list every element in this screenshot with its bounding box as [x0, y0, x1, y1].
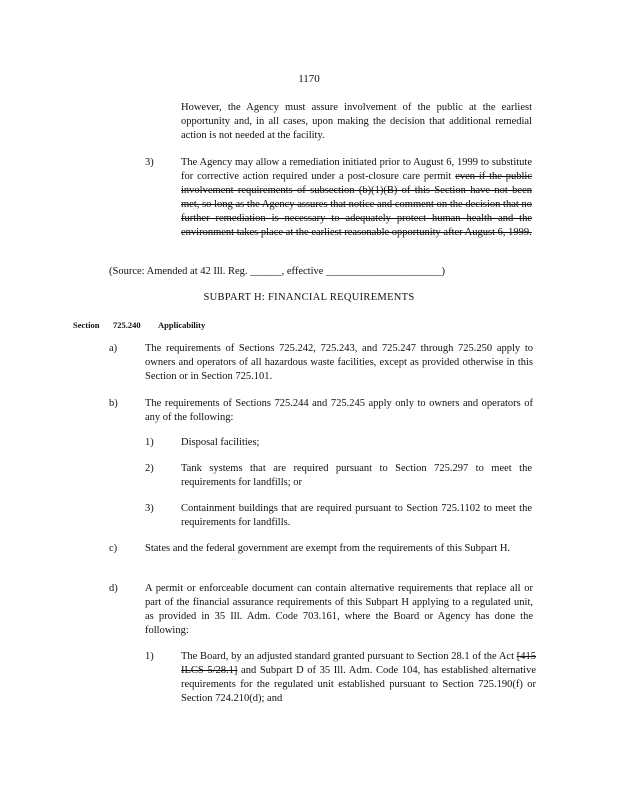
intro-paragraph: However, the Agency must assure involvement of the public at the earliest opportunity and, in all cases, upon making the decision that additional remedial action is not needed at the facility.	[181, 102, 532, 141]
item-d1-label: 1)	[145, 651, 154, 662]
source-note: (Source: Amended at 42 Ill. Reg. ______, effective ______________________)	[109, 266, 446, 277]
item-d1-text-part-a: The Board, by an adjusted standard granted pursuant to Section 28.1 of the Act	[181, 651, 515, 662]
item-3-text-current: The Agency may allow a remediation initiated prior to August 6, 1999 to substitute for corrective action required under a post-closure care permit	[181, 157, 532, 182]
item-b1-label: 1)	[145, 437, 154, 448]
item-b3-label: 3)	[145, 503, 154, 514]
item-b1-text: Disposal facilities;	[181, 437, 260, 448]
item-d1-text-deleted: [415 ILCS 5/28.1]	[181, 651, 537, 676]
item-b3-text: Containment buildings that are required pursuant to Section 725.1102 to meet the requirements for landfills.	[181, 503, 532, 528]
item-b2-label: 2)	[145, 463, 154, 474]
item-d-text: A permit or enforceable document can contain alternative requirements that replace all or part of the financial assurance requirements of this Subpart H applying to a regulated unit, as provided in 35 Ill. Adm. Code 703.161, where the Board or Agency has done the following:	[145, 583, 533, 636]
item-b-label: b)	[109, 398, 118, 409]
item-b-text: The requirements of Sections 725.244 and 725.245 apply only to owners and operators of any of the following:	[145, 398, 533, 423]
item-3-text-deleted: even if the public involvement requirements of subsection (b)(1)(B) of this Section have not been met, so long as the Agency assures that notice and comment on the decision that no further remediation is necessary to adequately protect human health and the environment takes place at the earliest reasonable opportunity after August 6, 1999.	[181, 171, 533, 238]
item-d1-text-part-b: and Subpart D of 35 Ill. Adm. Code 104, has established alternative requirements for the regulated unit established pursuant to Section 725.190(f) or Section 724.210(d); and	[181, 665, 537, 704]
item-c-text: States and the federal government are exempt from the requirements of this Subpart H.	[145, 543, 511, 554]
item-3-label: 3)	[145, 157, 154, 168]
item-a-label: a)	[109, 343, 118, 354]
item-a-text: The requirements of Sections 725.242, 725.243, and 725.247 through 725.250 apply to owners and operators of all hazardous waste facilities, except as provided otherwise in this Section or in Section 725.101.	[145, 343, 533, 382]
item-d-label: d)	[109, 583, 118, 594]
item-c-label: c)	[109, 543, 118, 554]
subpart-heading: SUBPART H: FINANCIAL REQUIREMENTS	[203, 292, 415, 303]
item-3-text	[181, 156, 532, 240]
section-label: Section	[73, 320, 100, 330]
page-number: 1170	[298, 73, 320, 85]
section-number: 725.240	[113, 320, 141, 330]
item-b2-text: Tank systems that are required pursuant to Section 725.297 to meet the requirements for landfills; or	[181, 463, 532, 488]
item-d1-text	[181, 650, 536, 706]
section-title: Applicability	[158, 320, 206, 330]
